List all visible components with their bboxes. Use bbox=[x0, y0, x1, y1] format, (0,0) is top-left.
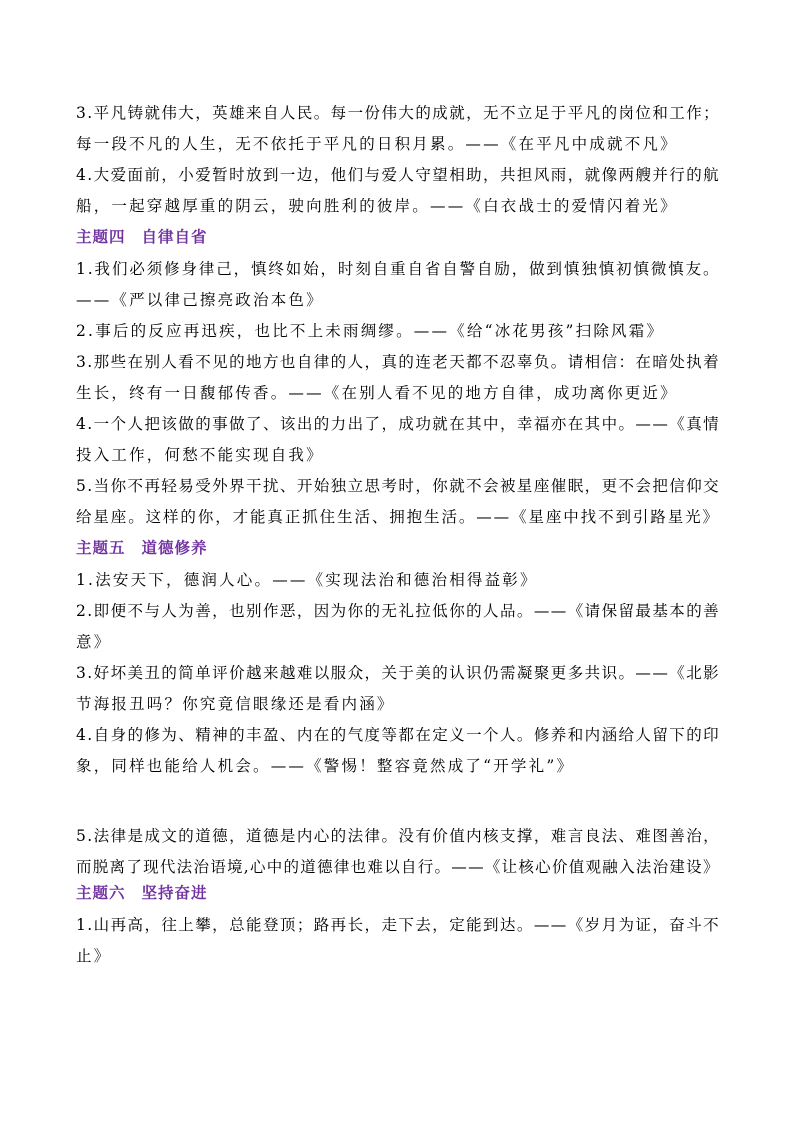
quote-line: 1.山再高，往上攀，总能登顶；路再长，走下去，定能到达。——《岁月为证，奋斗不 bbox=[76, 916, 721, 934]
quote-line: 节海报丑吗？你究竟信眼缘还是看内涵》 bbox=[76, 695, 395, 713]
section-heading-number: 主题四 bbox=[76, 227, 126, 246]
quote-line: 4.一个人把该做的事做了、该出的力出了，成功就在其中，幸福亦在其中。——《真情 bbox=[76, 415, 721, 433]
quote-line: 5.法律是成文的道德，道德是内心的法律。没有价值内核支撑，难言良法、难图善治， bbox=[76, 827, 721, 845]
quote-4-line-2: 船，一起穿越厚重的阴云，驶向胜利的彼岸。——《白衣战士的爱情闪着光》 bbox=[76, 197, 678, 215]
quote-line: 1.法安天下，德润人心。——《实现法治和德治相得益彰》 bbox=[76, 571, 538, 589]
quote-line: ——《严以律己擦亮政治本色》 bbox=[76, 291, 324, 309]
section-heading-6 bbox=[76, 883, 208, 903]
section-heading-number: 主题五 bbox=[76, 538, 126, 557]
quote-line: 意》 bbox=[76, 633, 112, 651]
quote-line: 止》 bbox=[76, 947, 112, 965]
quote-line: 3.好坏美丑的简单评价越来越难以服众，关于美的认识仍需凝聚更多共识。——《北影 bbox=[76, 664, 721, 682]
section-heading-5 bbox=[76, 538, 208, 558]
quote-3-line-1: 3.平凡铸就伟大，英雄来自人民。每一份伟大的成就，无不立足于平凡的岗位和工作； bbox=[76, 104, 721, 122]
quote-line: 给星座。这样的你，才能真正抓住生活、拥抱生活。——《星座中找不到引路星光》 bbox=[76, 508, 720, 526]
section-heading-number: 主题六 bbox=[76, 883, 126, 902]
section-heading-title: 自律自省 bbox=[141, 227, 208, 246]
section-heading-4 bbox=[76, 227, 208, 247]
quote-line: 象，同样也能给人机会。——《警惕！整容竟然成了“开学礼”》 bbox=[76, 757, 575, 775]
quote-line: 而脱离了现代法治语境,心中的道德律也难以自行。——《让核心价值观融入法治建设》 bbox=[76, 858, 720, 876]
quote-line: 1.我们必须修身律己，慎终如始，时刻自重自省自警自励，做到慎独慎初慎微慎友。 bbox=[76, 260, 721, 278]
quote-line: 生长，终有一日馥郁传香。——《在别人看不见的地方自律，成功离你更近》 bbox=[76, 384, 678, 402]
quote-line: 投入工作，何愁不能实现自我》 bbox=[76, 446, 324, 464]
quote-3-line-2: 每一段不凡的人生，无不依托于平凡的日积月累。——《在平凡中成就不凡》 bbox=[76, 135, 678, 153]
section-heading-title: 道德修养 bbox=[141, 538, 208, 557]
quote-4-line-1: 4.大爱面前，小爱暂时放到一边，他们与爱人守望相助，共担风雨，就像两艘并行的航 bbox=[76, 166, 721, 184]
quote-line: 2.事后的反应再迅疾，也比不上未雨绸缪。——《给“冰花男孩”扫除风霜》 bbox=[76, 322, 665, 340]
section-heading-title: 坚持奋进 bbox=[141, 883, 208, 902]
quote-line: 5.当你不再轻易受外界干扰、开始独立思考时，你就不会被星座催眠，更不会把信仰交 bbox=[76, 477, 721, 495]
quote-line: 2.即便不与人为善，也别作恶，因为你的无礼拉低你的人品。——《请保留最基本的善 bbox=[76, 602, 721, 620]
quote-line: 4.自身的修为、精神的丰盈、内在的气度等都在定义一个人。修养和内涵给人留下的印 bbox=[76, 726, 721, 744]
quote-line: 3.那些在别人看不见的地方也自律的人，真的连老天都不忍辜负。请相信：在暗处执着 bbox=[76, 353, 721, 371]
